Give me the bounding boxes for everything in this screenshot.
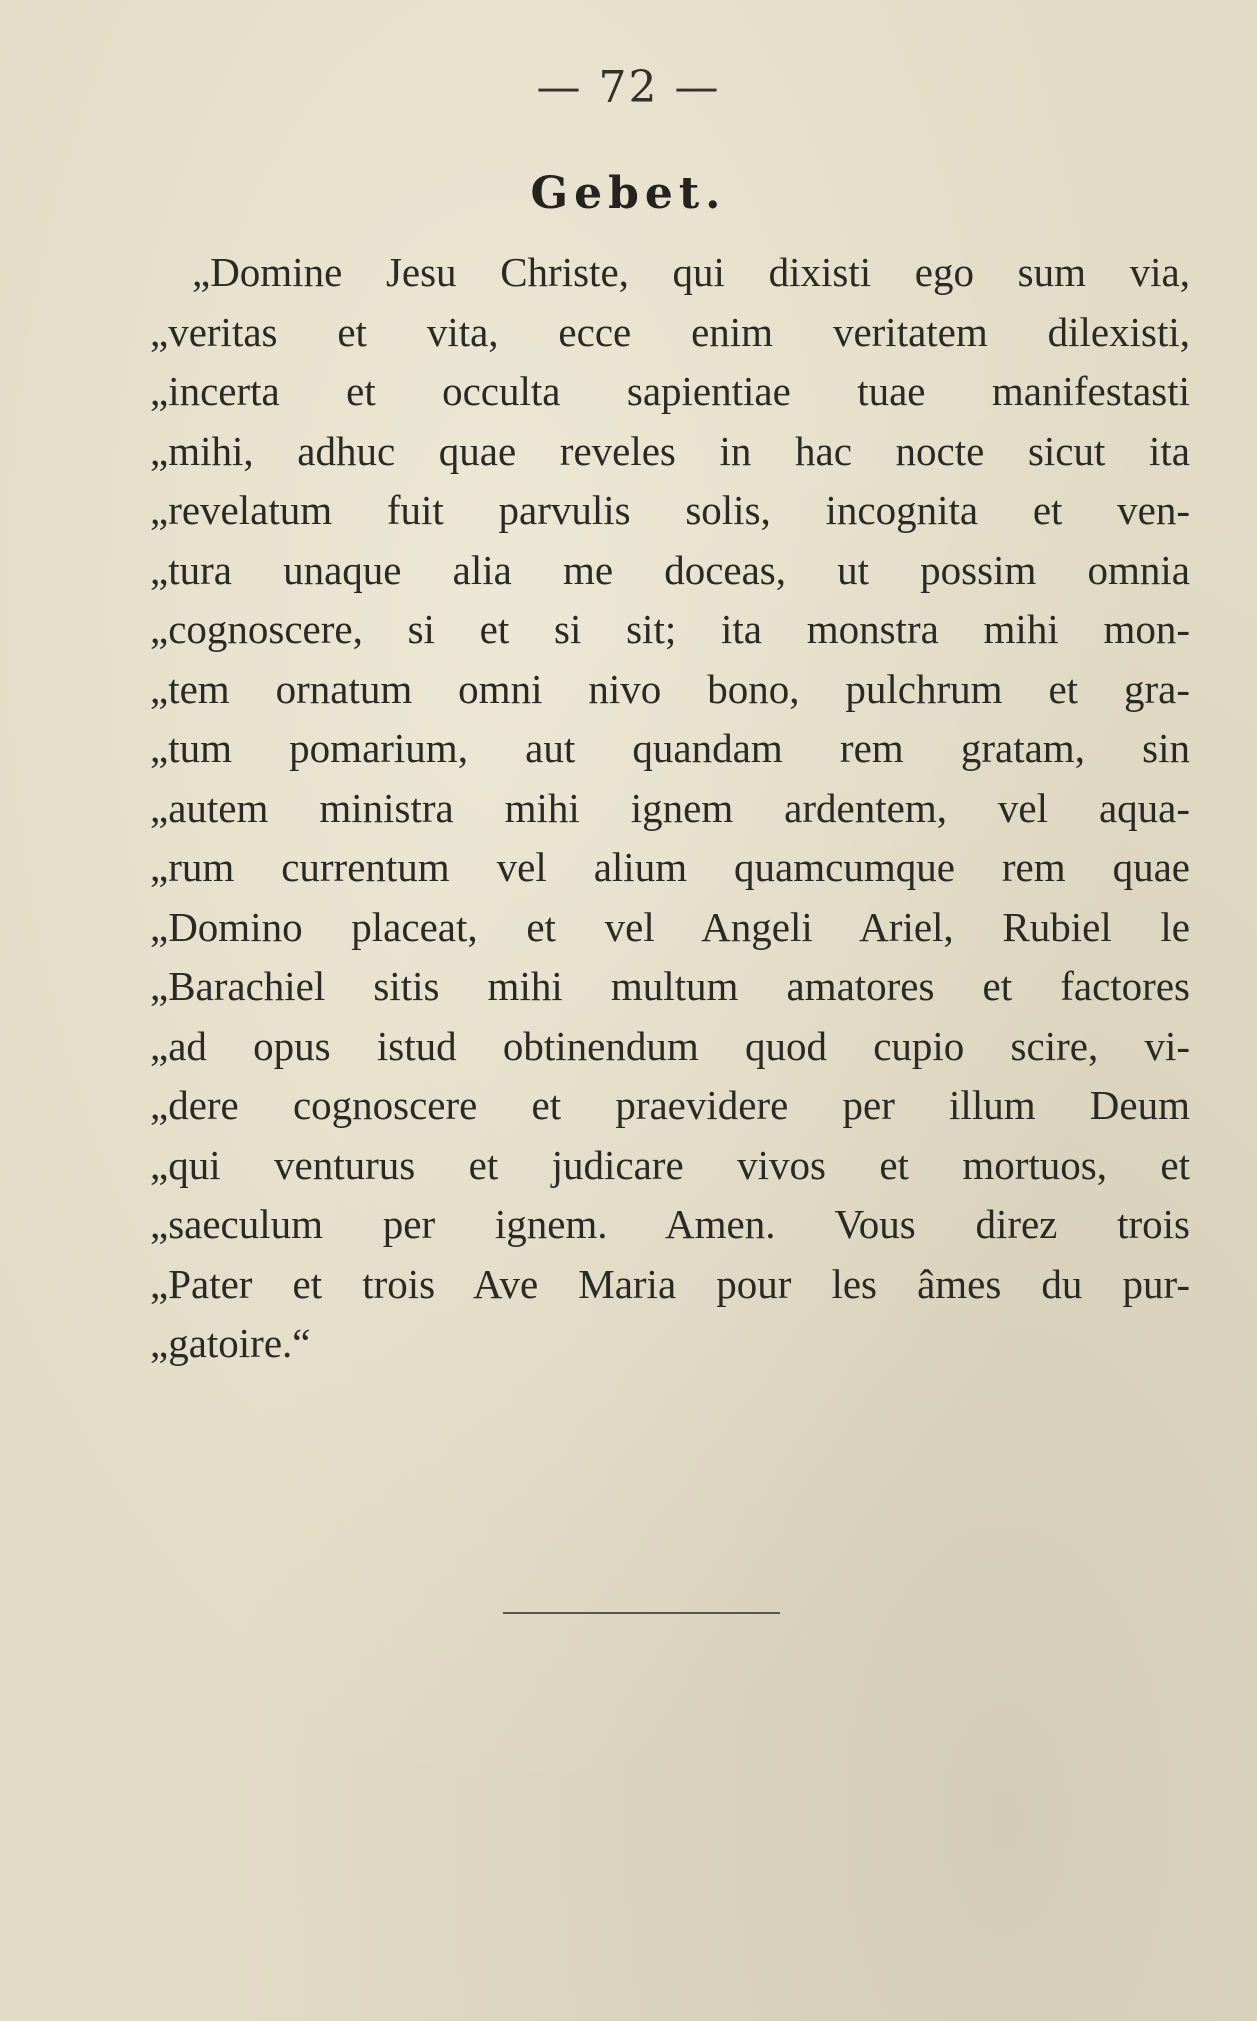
text-line: „Domine Jesu Christe, qui dixisti ego sum via, xyxy=(192,249,1190,295)
text-line: „Pater et trois Ave Maria pour les âmes du pur- xyxy=(150,1260,1190,1307)
text-line: „tura unaque alia me doceas, ut possim omnia xyxy=(150,546,1190,593)
text-line: „qui venturus et judicare vivos et mortuos, et xyxy=(150,1141,1190,1188)
text-line: „incerta et occulta sapientiae tuae manifestasti xyxy=(150,368,1190,414)
text-line: „revelatum fuit parvulis solis, incognita et ven- xyxy=(150,487,1190,533)
text-line: „tum pomarium, aut quandam rem gratam, sin xyxy=(150,725,1190,771)
text-line: „autem ministra mihi ignem ardentem, vel aqua- xyxy=(150,784,1190,831)
text-line: „veritas et vita, ecce enim veritatem dilexisti, xyxy=(150,308,1190,355)
text-line: „rum currentum vel alium quamcumque rem quae xyxy=(150,844,1190,890)
text-line: „dere cognoscere et praevidere per illum Deum xyxy=(150,1082,1190,1128)
prayer-text xyxy=(150,243,1190,1374)
text-line: „gatoire.“ xyxy=(150,1320,311,1366)
text-line: „mihi, adhuc quae reveles in hac nocte sicut ita xyxy=(150,427,1190,474)
text-line: „Barachiel sitis mihi multum amatores et factores xyxy=(150,963,1190,1009)
page-number: — 72 — xyxy=(536,62,721,113)
text-line: „cognoscere, si et si sit; ita monstra mihi mon- xyxy=(150,606,1190,652)
text-line: „tem ornatum omni nivo bono, pulchrum et gra- xyxy=(150,665,1190,712)
section-heading: Gebet. xyxy=(530,168,727,219)
section-divider xyxy=(503,1612,780,1614)
text-line: „saeculum per ignem. Amen. Vous direz trois xyxy=(150,1201,1190,1247)
text-line: „Domino placeat, et vel Angeli Ariel, Rubiel le xyxy=(150,903,1190,950)
text-line: „ad opus istud obtinendum quod cupio scire, vi- xyxy=(150,1022,1190,1069)
